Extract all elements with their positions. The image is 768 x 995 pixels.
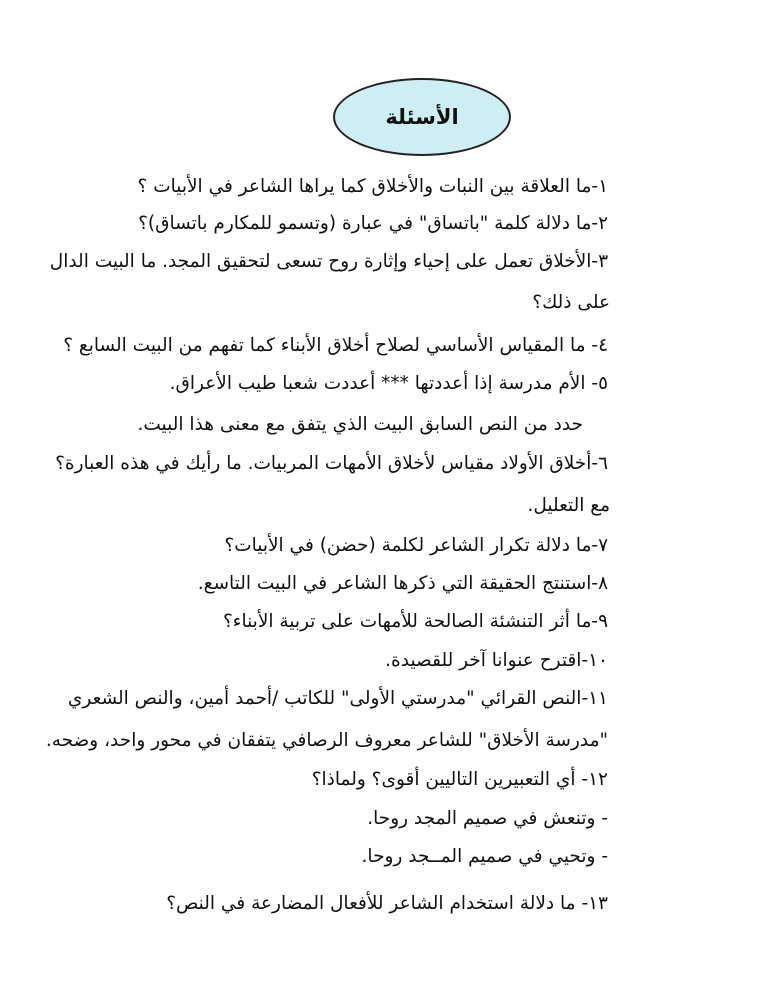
question-1: ١-ما العلاقة بين النبات والأخلاق كما يراها الشاعر في الأبيات ؟: [137, 176, 608, 197]
question-2: ٢-ما دلالة كلمة "باتساق" في عبارة (وتسمو للمكارم باتساق)؟: [138, 213, 608, 234]
title-oval: [333, 78, 511, 156]
question-11-continuation: "مدرسة الأخلاق" للشاعر معروف الرصافي يتفقان في محور واحد، وضحه.: [45, 730, 608, 751]
question-6-continuation: مع التعليل.: [527, 495, 610, 516]
question-6: ٦-أخلاق الأولاد مقياس لأخلاق الأمهات المربيات. ما رأيك في هذه العبارة؟: [55, 453, 608, 474]
question-7: ٧-ما دلالة تكرار الشاعر لكلمة (حضن) في الأبيات؟: [224, 535, 608, 556]
question-3: ٣-الأخلاق تعمل على إحياء وإثارة روح تسعى لتحقيق المجد. ما البيت الدال: [49, 251, 608, 272]
question-11: ١١-النص القرائي "مدرستي الأولى" للكاتب /أحمد أمين، والنص الشعري: [67, 688, 608, 709]
question-5-continuation: حدد من النص السابق البيت الذي يتفق مع معنى هذا البيت.: [137, 414, 583, 435]
question-12: ١٢- أي التعبيرين التاليين أقوى؟ ولماذا؟: [311, 769, 608, 790]
question-10: ١٠-اقترح عنوانا آخر للقصيدة.: [385, 650, 608, 671]
question-13: ١٣- ما دلالة استخدام الشاعر للأفعال المضارعة في النص؟: [166, 893, 608, 914]
option-1: - وتنعش في صميم المجد روحا.: [367, 808, 608, 829]
question-4: ٤- ما المقياس الأساسي لصلاح أخلاق الأبناء كما تفهم من البيت السابع ؟: [63, 335, 608, 356]
question-8: ٨-استنتج الحقيقة التي ذكرها الشاعر في البيت التاسع.: [197, 573, 608, 594]
question-3-continuation: على ذلك؟: [532, 292, 610, 313]
question-9: ٩-ما أثر التنشئة الصالحة للأمهات على تربية الأبناء؟: [222, 611, 608, 632]
option-2: - وتحيي في صميم المــجد روحا.: [361, 846, 608, 867]
page-title: الأسئلة: [385, 105, 459, 129]
question-5: ٥- الأم مدرسة إذا أعددتها *** أعددت شعبا طيب الأعراق.: [169, 373, 608, 394]
